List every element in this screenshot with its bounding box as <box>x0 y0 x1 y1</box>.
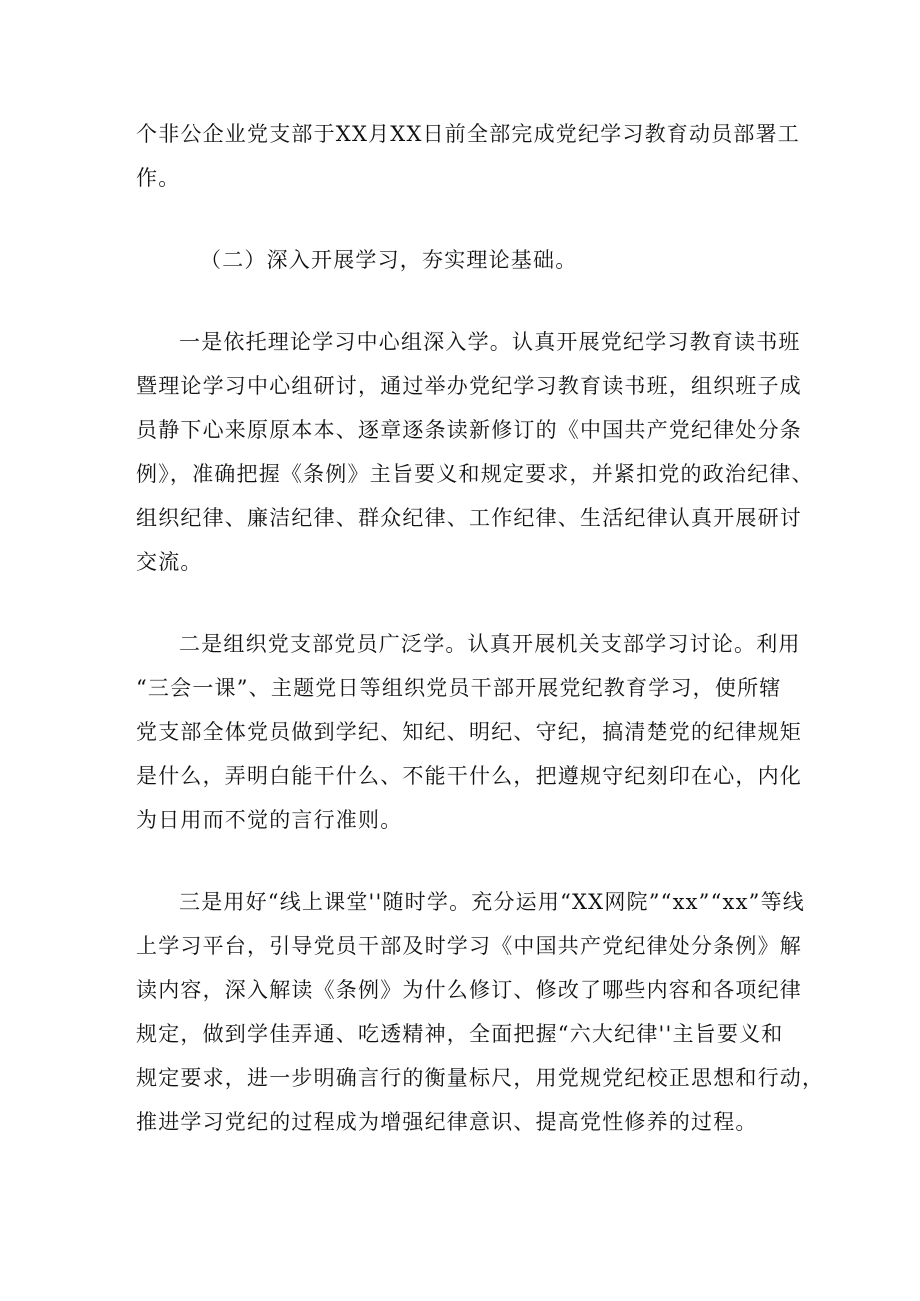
text-line: 三是用好“线上课堂''随时学。充分运用“XX网院”“xx”“xx”等线 <box>179 890 805 914</box>
text-line: 二是组织党支部党员广泛学。认真开展机关支部学习讨论。利用 <box>179 632 801 656</box>
paragraph-point-1 <box>136 320 814 584</box>
text-line: 读内容，深入解读《条例》为什么修订、修改了哪些内容和各项纪律 <box>136 978 802 1002</box>
text-line: 为日用而不觉的言行准则。 <box>136 808 403 832</box>
text-line: 交流。 <box>136 550 203 574</box>
text-line: 一是依托理论学习中心组深入学。认真开展党纪学习教育读书班 <box>179 330 801 354</box>
text-line: 员静下心来原原本本、逐章逐条读新修订的《中国共产党纪律处分条 <box>136 418 802 442</box>
text-line: 推进学习党纪的过程成为增强纪律意识、提高党性修养的过程。 <box>136 1110 758 1134</box>
text-line: 个非公企业党支部于XX月XX日前全部完成党纪学习教育动员部署工 <box>136 122 800 146</box>
paragraph-point-2 <box>136 622 802 842</box>
text-line: 例》，准确把握《条例》主旨要义和规定要求，并紧扣党的政治纪律、 <box>136 462 814 486</box>
text-line: 党支部全体党员做到学纪、知纪、明纪、守纪，搞清楚党的纪律规矩 <box>136 720 802 744</box>
section-heading-2 <box>136 238 796 282</box>
text-line: 作。 <box>136 166 181 190</box>
text-line: 是什么，弄明白能干什么、不能干什么，把遵规守纪刻印在心，内化 <box>136 764 802 788</box>
text-line: 组织纪律、廉洁纪律、群众纪律、工作纪律、生活纪律认真开展研讨 <box>136 506 802 530</box>
paragraph-point-3 <box>136 880 825 1144</box>
paragraph-mobilization-end <box>136 112 800 200</box>
document-page <box>136 112 825 1144</box>
text-line: 规定，做到学佳弄通、吃透精神，全面把握“六大纪律''主旨要义和 <box>136 1022 784 1046</box>
text-line: 规定要求，进一步明确言行的衡量标尺，用党规党纪校正思想和行动， <box>136 1066 825 1090</box>
text-line: 上学习平台，引导党员干部及时学习《中国共产党纪律处分条例》解 <box>136 934 802 958</box>
text-line: 暨理论学习中心组研讨，通过举办党纪学习教育读书班，组织班子成 <box>136 374 802 398</box>
text-line: “三会一课”、主题党日等组织党员干部开展党纪教育学习，使所辖 <box>136 676 782 700</box>
section-heading-text: （二）深入开展学习，夯实理论基础。 <box>200 248 578 272</box>
